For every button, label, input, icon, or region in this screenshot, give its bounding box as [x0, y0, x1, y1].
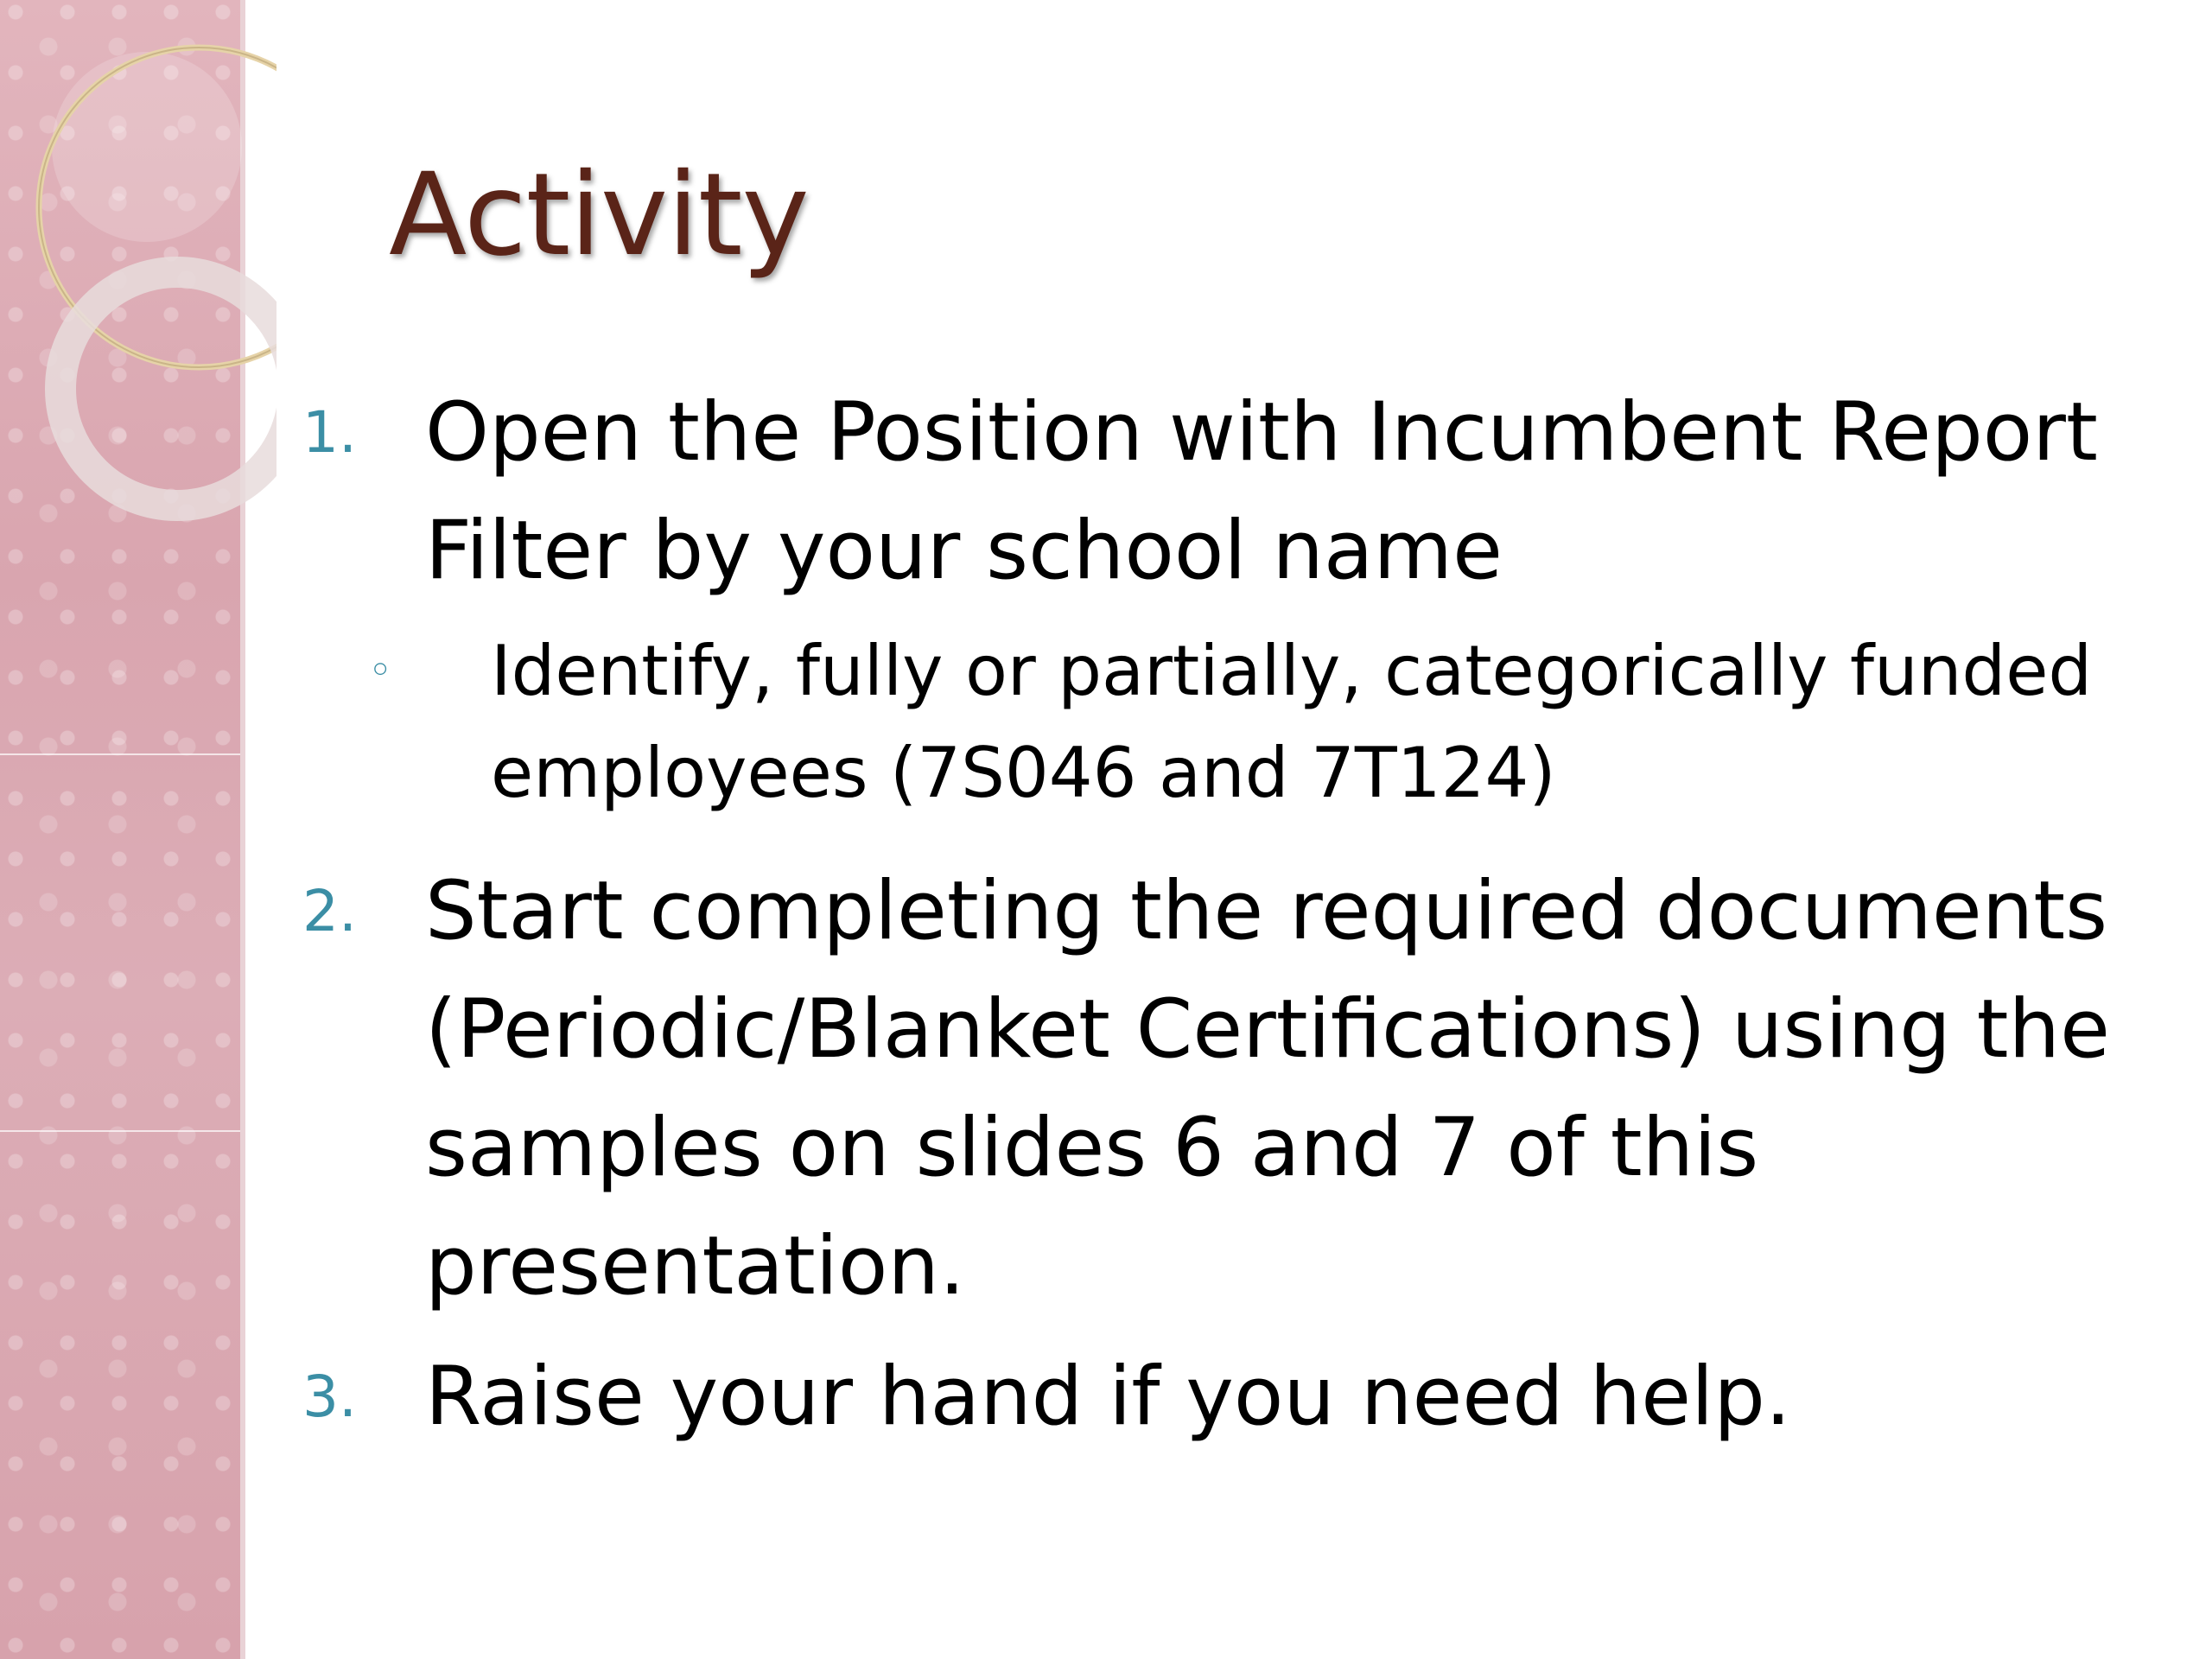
- list-number: 3.: [302, 1363, 357, 1430]
- list-item-text: Open the Position with Incumbent Report Filter by your school name: [425, 385, 2098, 598]
- list-number: 1.: [302, 399, 357, 466]
- strip-divider: [0, 753, 245, 755]
- decorative-rings-icon: [0, 0, 276, 553]
- hollow-bullet-icon: ◦: [368, 646, 393, 695]
- list-number: 2.: [302, 878, 357, 944]
- slide-title: Activity: [389, 149, 809, 282]
- strip-divider: [0, 1130, 245, 1132]
- list-item-text: Start completing the required documents (Periodic/Blanket Certifications) using the samples on slides 6 and 7 of this presentation.: [425, 864, 2110, 1313]
- list-subitem-text: Identify, fully or partially, categorically funded employees (7S046 and 7T124): [491, 631, 2093, 813]
- list-item-text: Raise your hand if you need help.: [425, 1350, 1791, 1444]
